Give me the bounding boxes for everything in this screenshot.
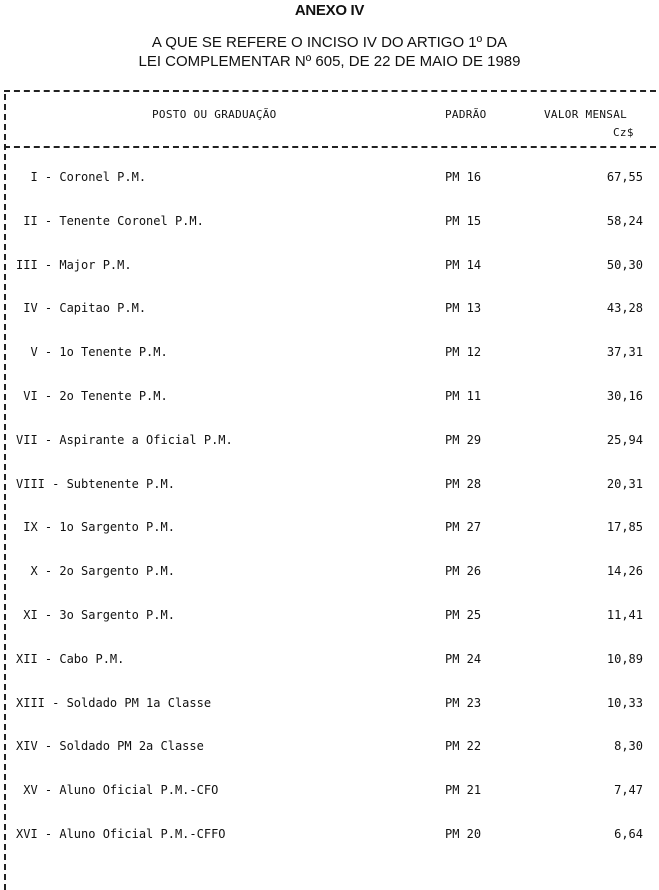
table-row: [0, 258, 659, 278]
row-padrao-code: PM 23: [445, 696, 482, 710]
row-padrao-code: PM 16: [445, 170, 482, 184]
table-top-rule: [4, 90, 656, 92]
table-row: [0, 827, 659, 847]
table-row: [0, 170, 659, 190]
row-padrao-code: PM 25: [445, 608, 482, 622]
row-label: X - 2o Sargento P.M.: [16, 564, 175, 578]
row-padrao-code: PM 13: [445, 301, 482, 315]
table-row: [0, 739, 659, 759]
row-padrao-code: PM 11: [445, 389, 482, 403]
column-header-valor: VALOR MENSAL: [544, 108, 628, 121]
row-monthly-value: 50,30: [606, 258, 643, 272]
row-label: I - Coronel P.M.: [16, 170, 147, 184]
row-monthly-value: 30,16: [606, 389, 643, 403]
table-row: [0, 301, 659, 321]
table-row: [0, 564, 659, 584]
table-row: [0, 652, 659, 672]
row-padrao-code: PM 27: [445, 520, 482, 534]
row-label: VI - 2o Tenente P.M.: [16, 389, 168, 403]
row-monthly-value: 10,89: [606, 652, 643, 666]
header-separator-rule: [4, 146, 656, 148]
column-header-posto: POSTO OU GRADUAÇÃO: [152, 108, 277, 121]
table-row: [0, 345, 659, 365]
row-monthly-value: 10,33: [606, 696, 643, 710]
table-row: [0, 214, 659, 234]
row-padrao-code: PM 20: [445, 827, 482, 841]
row-monthly-value: 37,31: [606, 345, 643, 359]
row-padrao-code: PM 22: [445, 739, 482, 753]
row-padrao-code: PM 24: [445, 652, 482, 666]
annex-title: ANEXO IV: [294, 2, 365, 19]
row-label: XVI - Aluno Oficial P.M.-CFFO: [16, 827, 226, 841]
row-monthly-value: 17,85: [606, 520, 643, 534]
row-monthly-value: 8,30: [614, 739, 643, 753]
row-label: XIV - Soldado PM 2a Classe: [16, 739, 204, 753]
row-label: IX - 1o Sargento P.M.: [16, 520, 175, 534]
table-row: [0, 783, 659, 803]
row-label: XIII - Soldado PM 1a Classe: [16, 696, 212, 710]
row-label: VIII - Subtenente P.M.: [16, 477, 175, 491]
row-padrao-code: PM 12: [445, 345, 482, 359]
row-label: IV - Capitao P.M.: [16, 301, 147, 315]
row-label: V - 1o Tenente P.M.: [16, 345, 168, 359]
table-row: [0, 608, 659, 628]
annex-subtitle-line-2: LEI COMPLEMENTAR Nº 605, DE 22 DE MAIO DE 1989: [138, 53, 521, 70]
annex-subtitle-line-1: A QUE SE REFERE O INCISO IV DO ARTIGO 1º DA: [151, 34, 508, 51]
row-padrao-code: PM 21: [445, 783, 482, 797]
row-label: II - Tenente Coronel P.M.: [16, 214, 204, 228]
row-label: XV - Aluno Oficial P.M.-CFO: [16, 783, 219, 797]
row-padrao-code: PM 15: [445, 214, 482, 228]
row-monthly-value: 20,31: [606, 477, 643, 491]
row-monthly-value: 25,94: [606, 433, 643, 447]
table-row: [0, 389, 659, 409]
row-monthly-value: 43,28: [606, 301, 643, 315]
row-label: VII - Aspirante a Oficial P.M.: [16, 433, 233, 447]
table-row: [0, 520, 659, 540]
row-monthly-value: 58,24: [606, 214, 643, 228]
row-padrao-code: PM 28: [445, 477, 482, 491]
row-monthly-value: 14,26: [606, 564, 643, 578]
table-row: [0, 477, 659, 497]
column-header-padrao: PADRÃO: [445, 108, 487, 121]
row-padrao-code: PM 14: [445, 258, 482, 272]
table-row: [0, 696, 659, 716]
row-padrao-code: PM 26: [445, 564, 482, 578]
row-label: XI - 3o Sargento P.M.: [16, 608, 175, 622]
row-padrao-code: PM 29: [445, 433, 482, 447]
row-label: III - Major P.M.: [16, 258, 132, 272]
row-monthly-value: 6,64: [614, 827, 643, 841]
column-header-currency: Cz$: [613, 126, 634, 139]
row-monthly-value: 67,55: [606, 170, 643, 184]
row-label: XII - Cabo P.M.: [16, 652, 125, 666]
row-monthly-value: 11,41: [606, 608, 643, 622]
table-row: [0, 433, 659, 453]
row-monthly-value: 7,47: [614, 783, 643, 797]
